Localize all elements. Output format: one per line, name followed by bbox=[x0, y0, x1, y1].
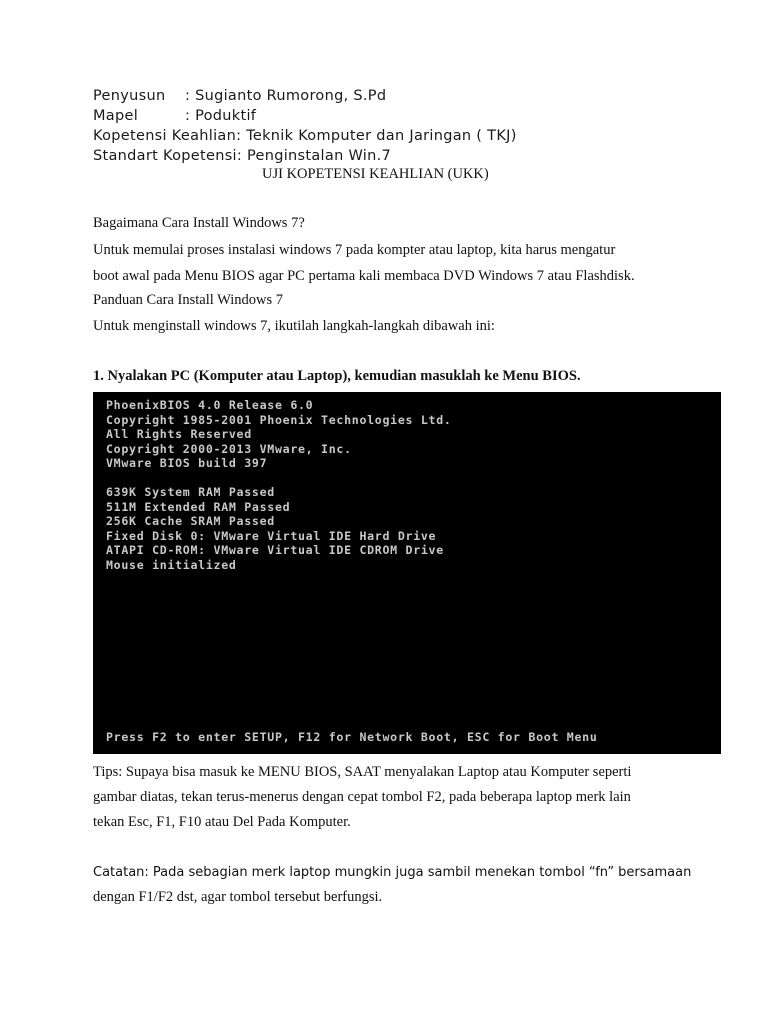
header-label: Kopetensi Keahlian bbox=[93, 128, 237, 144]
header-row-standart bbox=[93, 146, 517, 166]
document-header bbox=[93, 86, 517, 166]
header-label: Mapel bbox=[93, 108, 139, 124]
header-label: Standart Kopetensi bbox=[93, 148, 237, 164]
intro-line-2: boot awal pada Menu BIOS agar PC pertama kali membaca DVD Windows 7 atau Flashdisk. bbox=[93, 268, 635, 284]
intro-question: Bagaimana Cara Install Windows 7? bbox=[93, 215, 305, 231]
bios-line: Copyright 1985-2001 Phoenix Technologies Ltd. bbox=[106, 412, 452, 427]
tips-line-3: tekan Esc, F1, F10 atau Del Pada Komputer. bbox=[93, 814, 351, 830]
bios-screenshot bbox=[93, 392, 721, 754]
guide-title: Panduan Cara Install Windows 7 bbox=[93, 292, 284, 308]
bios-line: PhoenixBIOS 4.0 Release 6.0 bbox=[106, 398, 314, 412]
intro-line-1: Untuk memulai proses instalasi windows 7 pada kompter atau laptop, kita harus mengatur bbox=[93, 242, 616, 258]
bios-line: Fixed Disk 0: VMware Virtual IDE Hard Drive bbox=[106, 528, 437, 543]
bios-line: All Rights Reserved bbox=[106, 427, 252, 441]
header-value: : Penginstalan Win.7 bbox=[236, 148, 392, 164]
bios-line: 639K System RAM Passed bbox=[106, 485, 275, 499]
bios-line: 511M Extended RAM Passed bbox=[106, 499, 291, 514]
note-line-1: Catatan: Pada sebagian merk laptop mungkin juga sambil menekan tombol “fn” bersamaan bbox=[93, 865, 692, 880]
header-value: : Teknik Komputer dan Jaringan ( TKJ) bbox=[236, 128, 517, 144]
header-row-mapel bbox=[93, 106, 517, 126]
header-row-kompetensi bbox=[93, 126, 517, 146]
bios-line: Copyright 2000-2013 VMware, Inc. bbox=[106, 441, 352, 456]
bios-footer: Press F2 to enter SETUP, F12 for Network Boot, ESC for Boot Menu bbox=[106, 730, 598, 744]
note-line-2: dengan F1/F2 dst, agar tombol tersebut berfungsi. bbox=[93, 889, 383, 905]
bios-line: ATAPI CD-ROM: VMware Virtual IDE CDROM Drive bbox=[106, 543, 444, 557]
header-label: Penyusun bbox=[93, 88, 166, 104]
step-1-heading: 1. Nyalakan PC (Komputer atau Laptop), kemudian masuklah ke Menu BIOS. bbox=[93, 368, 581, 384]
bios-line: 256K Cache SRAM Passed bbox=[106, 514, 275, 528]
bios-line: VMware BIOS build 397 bbox=[106, 456, 268, 470]
header-row-penyusun bbox=[93, 86, 517, 106]
tips-line-1: Tips: Supaya bisa masuk ke MENU BIOS, SAAT menyalakan Laptop atau Komputer seperti bbox=[93, 764, 632, 780]
header-value: : Poduktif bbox=[185, 108, 257, 124]
header-value: : Sugianto Rumorong, S.Pd bbox=[185, 88, 387, 104]
guide-line: Untuk menginstall windows 7, ikutilah langkah-langkah dibawah ini: bbox=[93, 318, 495, 334]
bios-line: Mouse initialized bbox=[106, 557, 237, 572]
document-title: UJI KOPETENSI KEAHLIAN (UKK) bbox=[262, 166, 489, 182]
tips-line-2: gambar diatas, tekan terus-menerus dengan cepat tombol F2, pada beberapa laptop merk lain bbox=[93, 789, 631, 805]
